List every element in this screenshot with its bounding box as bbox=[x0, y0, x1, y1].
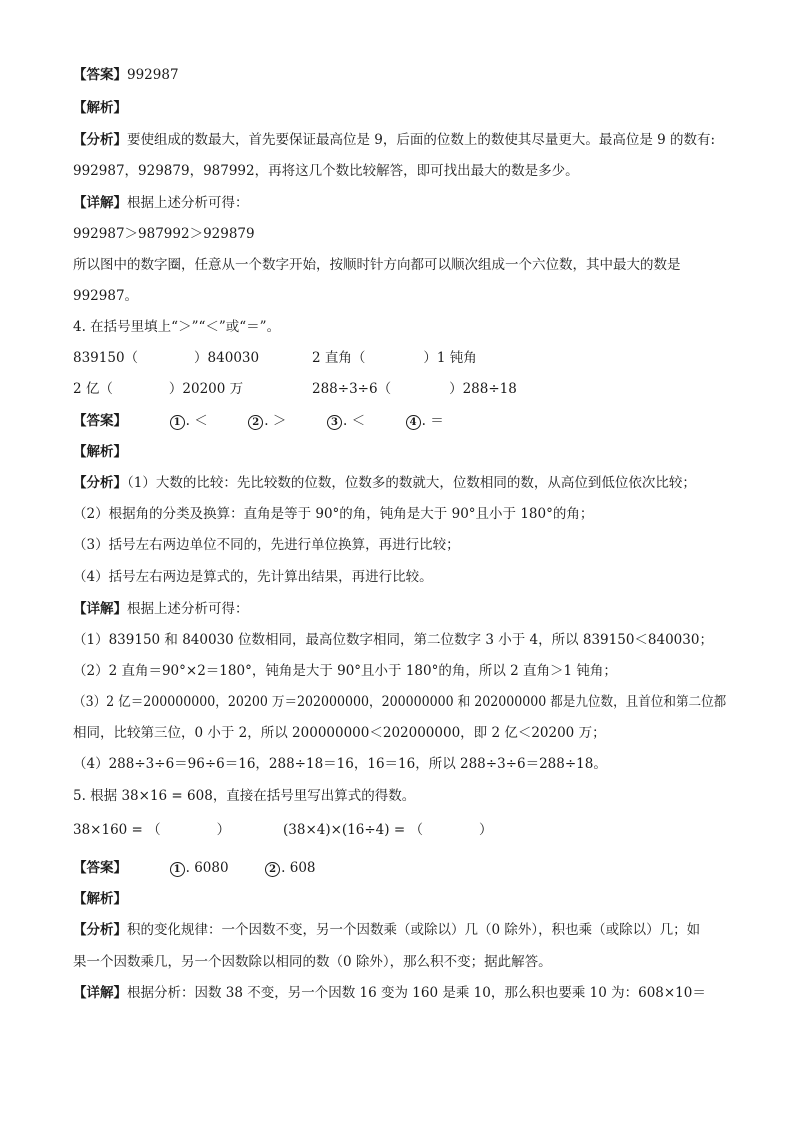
q3-fenxi-line-2: 992987，929879，987992，再将这几个数比较解答，即可找出最大的数是多少。 bbox=[73, 163, 579, 179]
q5-fenxi-line-2: 果一个因数乘几，另一个因数除以相同的数（0 除外），那么积不变；据此解答。 bbox=[73, 954, 552, 970]
q3-xiangjie-line-4: 992987。 bbox=[73, 288, 139, 304]
q5-answer-1: 1 . 6080 bbox=[170, 860, 229, 876]
q4-fenxi-line-1: 【分析】（1）大数的比较：先比较数的位数，位数多的数就大，位数相同的数，从高位到低位依次比较； bbox=[73, 475, 696, 491]
q4-xiangjie-line-6: （4）288÷3÷6＝96÷6＝16，288÷18＝16，16＝16，所以 288÷3÷6＝288÷18。 bbox=[73, 756, 607, 772]
answer-tag: 【答案】 bbox=[73, 413, 127, 429]
answer-value: 992987 bbox=[127, 67, 179, 83]
q5-xiangjie-line-1: 【详解】根据分析：因数 38 不变，另一个因数 16 变为 160 是乘 10，那么积也要乘 10 为：608×10＝ bbox=[73, 985, 706, 1001]
q4-answer-4: 4 . ＝ bbox=[406, 413, 444, 429]
q4-xiangjie-line-3: （2）2 直角＝90°×2＝180°，钝角是大于 90°且小于 180°的角，所以 2 直角＞1 钝角； bbox=[73, 663, 617, 679]
q4-fenxi-line-2: （2）根据角的分类及换算：直角是等于 90°的角，钝角是大于 90°且小于 180°的角； bbox=[73, 506, 594, 522]
q4-answer bbox=[73, 412, 444, 430]
q4-item-4-left: 288÷3÷6（ bbox=[312, 381, 392, 397]
q4-row-1-right: 2 直角（ ）1 钝角 bbox=[312, 350, 477, 366]
q4-fenxi-line-4: （4）括号左右两边是算式的，先计算出结果，再进行比较。 bbox=[73, 569, 433, 585]
answer-tag: 【答案】 bbox=[73, 860, 127, 876]
q4-row-1: 839150（ ）840030 bbox=[73, 350, 260, 366]
q4-xiangjie-line-4: （3）2 亿＝200000000，20200 万＝202000000，200000000 和 202000000 都是九位数，且首位和第二位都 bbox=[73, 694, 727, 710]
q4-answer-2: 2 . ＞ bbox=[248, 413, 286, 429]
q4-xiangjie-line-1: 【详解】根据上述分析可得： bbox=[73, 601, 249, 617]
answer-tag: 【答案】 bbox=[73, 67, 127, 83]
q5-answer bbox=[73, 859, 316, 877]
q3-answer bbox=[73, 66, 179, 84]
q3-xiangjie-line-2: 992987＞987992＞929879 bbox=[73, 226, 255, 242]
q5-answer-2: 2 . 608 bbox=[265, 860, 315, 876]
q4-analysis-heading: 【解析】 bbox=[73, 444, 127, 460]
q4-fenxi-line-3: （3）括号左右两边单位不同的，先进行单位换算，再进行比较； bbox=[73, 537, 460, 553]
q5-fenxi-line-1: 【分析】积的变化规律：一个因数不变，另一个因数乘（或除以）几（0 除外），积也乘（或除以）几；如 bbox=[73, 922, 701, 938]
q5-item-1: 38×160 = （ ） bbox=[73, 822, 231, 838]
q3-fenxi-line-1: 【分析】要使组成的数最大，首先要保证最高位是 9，后面的位数上的数使其尽量更大。最高位是 9 的数有: bbox=[73, 132, 716, 148]
q4-item-3-left: 2 亿（ bbox=[73, 381, 113, 397]
q5-formula: 38×16 = 608 bbox=[121, 788, 213, 804]
q3-analysis-heading: 【解析】 bbox=[73, 100, 127, 116]
q4-xiangjie-line-2: （1）839150 和 840030 位数相同，最高位数字相同，第二位数字 3 小于 4，所以 839150＜840030； bbox=[73, 632, 713, 648]
q5-question: 5. 根据 38×16 = 608，直接在括号里写出算式的得数。 bbox=[73, 788, 416, 804]
q5-analysis-heading: 【解析】 bbox=[73, 891, 127, 907]
q4-answer-3: 3 . ＜ bbox=[327, 413, 365, 429]
q3-xiangjie-line-3: 所以图中的数字圈，任意从一个数字开始，按顺时针方向都可以顺次组成一个六位数，其中最大的数是 bbox=[73, 257, 681, 273]
q4-item-1-left: 839150（ bbox=[73, 350, 139, 366]
q4-item-2-left: 2 直角（ bbox=[312, 350, 366, 366]
q4-question: 4. 在括号里填上“＞”“＜”或“＝”。 bbox=[73, 319, 281, 335]
q4-xiangjie-line-5: 相同，比较第三位，0 小于 2，所以 200000000＜202000000，即 2 亿＜20200 万； bbox=[73, 725, 606, 741]
q4-row-2-right: 288÷3÷6（ ）288÷18 bbox=[312, 381, 517, 397]
q4-answer-1: 1 . ＜ bbox=[170, 413, 208, 429]
q4-row-2: 2 亿（ ）20200 万 bbox=[73, 381, 244, 397]
q5-item-2: (38×4)×(16÷4) = （ ） bbox=[283, 822, 493, 838]
q3-xiangjie-line-1: 【详解】根据上述分析可得： bbox=[73, 195, 249, 211]
